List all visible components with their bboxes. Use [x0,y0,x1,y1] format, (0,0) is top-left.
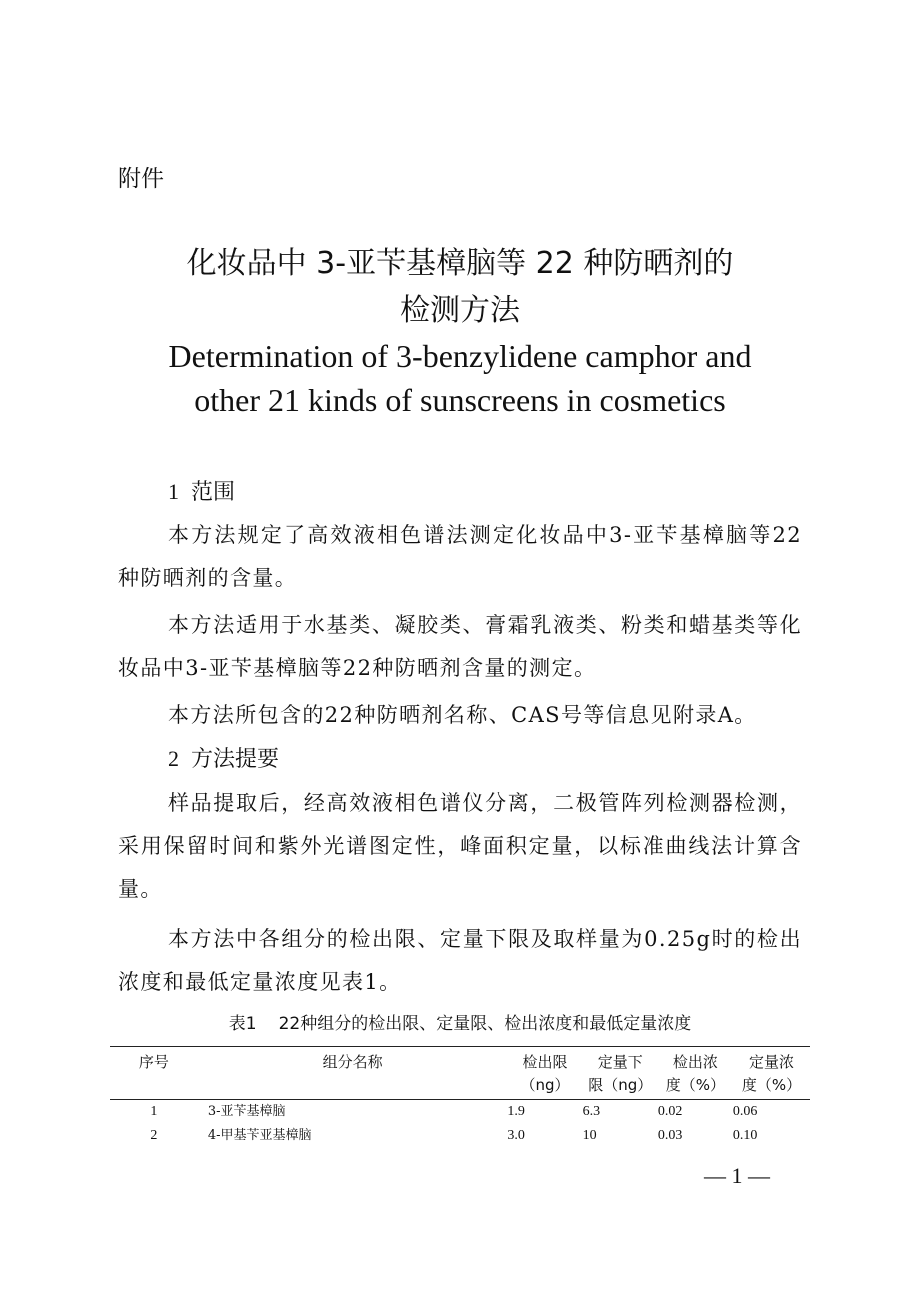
header-detection-limit [507,1047,582,1100]
row-1-lod: 1.9 [507,1104,525,1119]
section-1-paragraph-3: 本方法所包含的22种防晒剂名称、CAS号等信息见附录A。 [168,703,757,727]
header-detection-limit-line-1: 检出限 [522,1053,568,1071]
header-quantification-limit [583,1047,658,1100]
header-min-quant-concentration-line-2: 度（%） [741,1076,802,1094]
section-2-paragraph-2: 本方法中各组分的检出限、定量下限及取样量为0.25g时的检出浓度和最低定量浓度见表1。 [118,927,802,994]
header-detection-concentration-line-2: 度（%） [665,1076,725,1094]
title-chinese-line-1: 化妆品中 3-亚苄基樟脑等 22 种防晒剂的 [186,246,734,281]
header-min-quant-concentration [733,1047,810,1100]
row-2-dc: 0.03 [657,1128,683,1143]
table-row [110,1100,810,1125]
title-english-line-2: other 21 kinds of sunscreens in cosmetics [194,382,726,418]
detection-limits-table [110,1046,810,1148]
header-detection-concentration-line-1: 检出浓 [672,1053,718,1071]
section-2-paragraph-1: 样品提取后，经高效液相色谱仪分离，二极管阵列检测器检测，采用保留时间和紫外光谱图定性，峰面积定量，以标准曲线法计算含量。 [118,791,802,901]
table-caption [0,1012,920,1036]
row-1-mqc: 0.06 [732,1104,758,1119]
table-header-row [110,1047,810,1100]
section-1-paragraph-1: 本方法规定了高效液相色谱法测定化妆品中3-亚苄基樟脑等22种防晒剂的含量。 [118,523,802,590]
header-quantification-limit-line-1: 定量下 [597,1053,643,1071]
header-detection-limit-line-2: （ng） [520,1076,570,1094]
row-1-name: 3-亚苄基樟脑 [207,1104,286,1119]
table-caption-number: 表1 [228,1014,257,1034]
section-2-number: 2 [168,746,179,771]
section-1-heading [168,477,235,508]
row-1-no: 1 [150,1104,158,1119]
section-2-title: 方法提要 [191,747,280,772]
header-serial-no: 序号 [138,1053,169,1071]
row-2-name: 4-甲基苄亚基樟脑 [207,1128,312,1143]
header-detection-concentration [658,1047,733,1100]
page-number: — 1 — [704,1163,770,1188]
table-caption-text: 22种组分的检出限、定量限、检出浓度和最低定量浓度 [278,1014,692,1034]
section-1-number: 1 [168,479,179,504]
row-2-lod: 3.0 [507,1128,525,1143]
title-chinese-line-2: 检测方法 [400,293,520,328]
section-1-paragraph-2: 本方法适用于水基类、凝胶类、膏霜乳液类、粉类和蜡基类等化妆品中3-亚苄基樟脑等22种防晒剂含量的测定。 [118,613,802,680]
title-english-line-1: Determination of 3-benzylidene camphor and [168,338,752,374]
row-2-mqc: 0.10 [732,1128,758,1143]
row-1-dc: 0.02 [657,1104,683,1119]
row-1-loq: 6.3 [582,1104,601,1119]
row-2-loq: 10 [582,1128,597,1143]
header-min-quant-concentration-line-1: 定量浓 [748,1053,794,1071]
row-2-no: 2 [150,1128,158,1143]
header-component-name: 组分名称 [322,1053,383,1071]
table-row [110,1124,810,1148]
section-2-heading [168,744,279,775]
section-1-title: 范围 [191,480,236,505]
attachment-label: 附件 [118,166,164,192]
header-quantification-limit-line-2: 限（ng） [588,1076,653,1094]
